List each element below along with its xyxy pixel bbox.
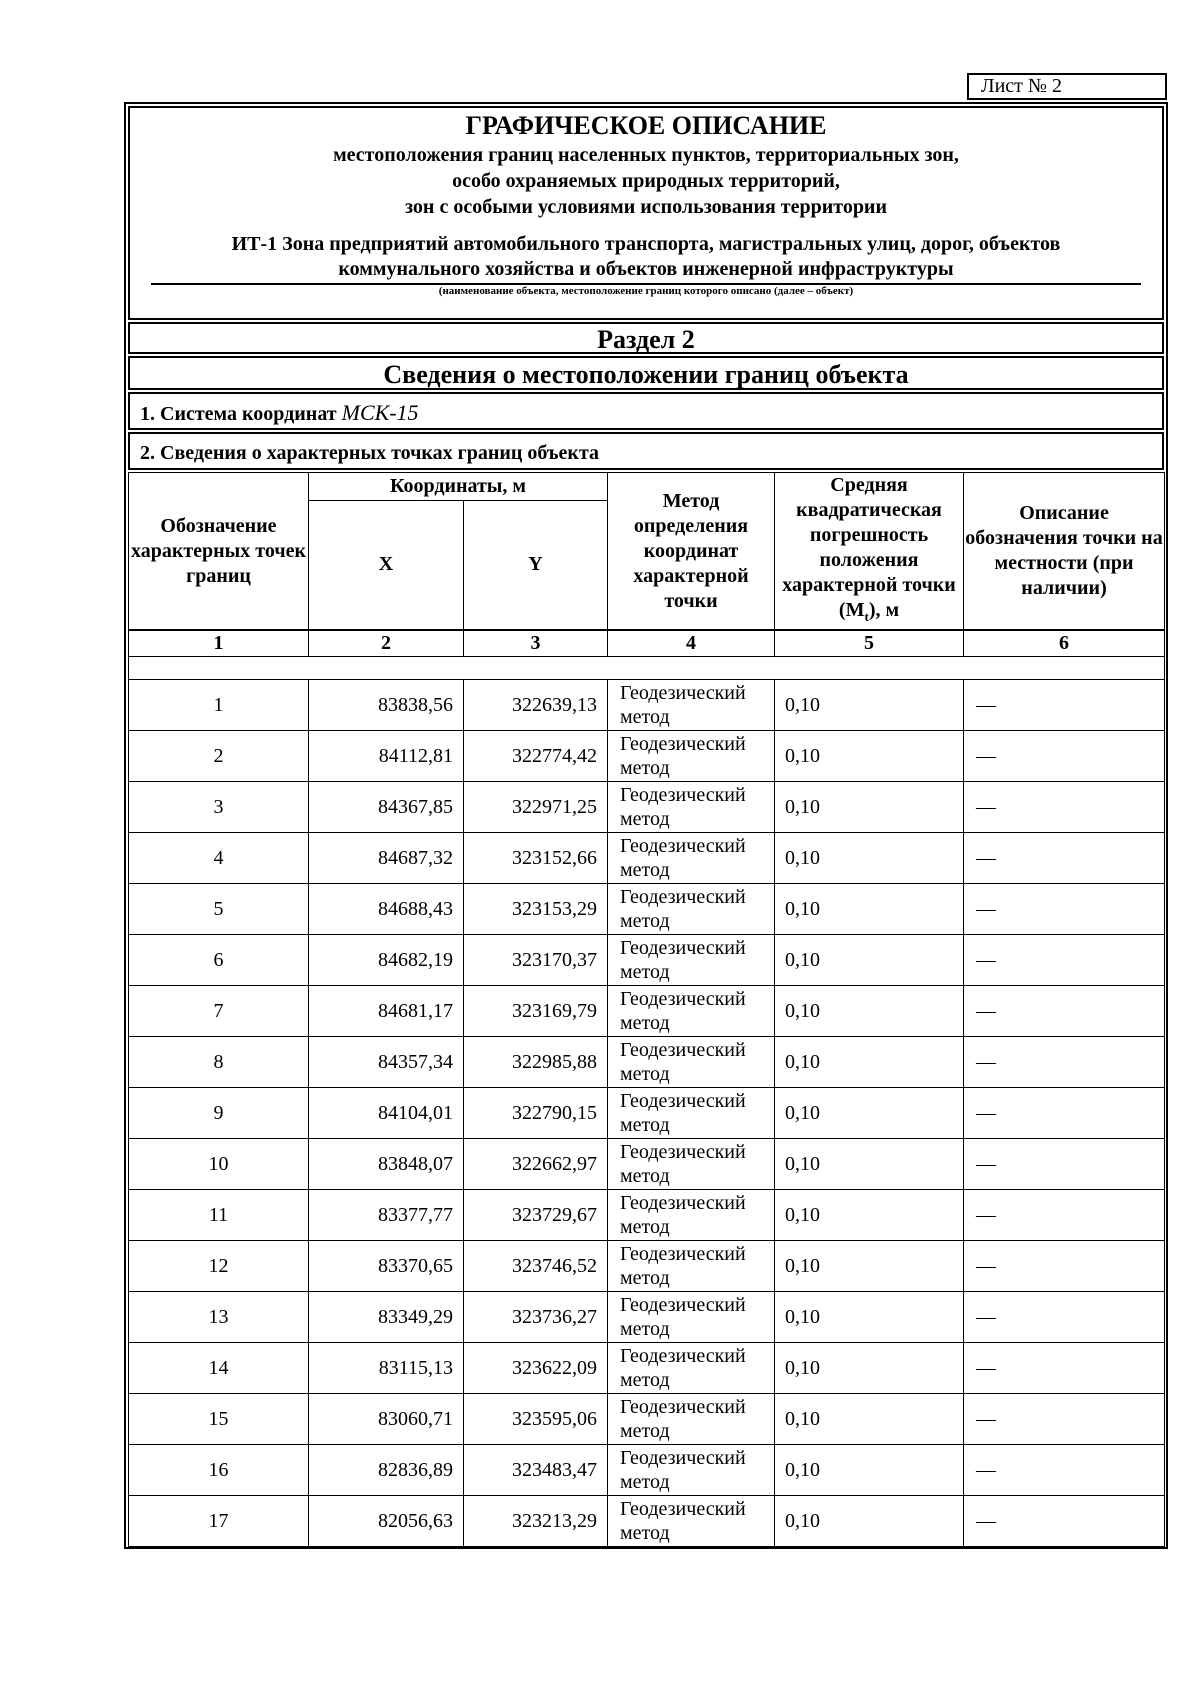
description-cell: [964, 833, 1165, 884]
object-name-line-2: коммунального хозяйства и объектов инженерной инфраструктуры: [338, 258, 954, 280]
point-number-cell: 4: [129, 833, 309, 884]
y-coordinate-cell: 323746,52: [464, 1241, 608, 1292]
y-coordinate-cell: 323152,66: [464, 833, 608, 884]
point-number-cell: 8: [129, 1037, 309, 1088]
column-number: 2: [309, 630, 464, 657]
y-coordinate-cell: 323213,29: [464, 1496, 608, 1547]
dash-mark: —: [976, 1356, 997, 1379]
boundary-points-table: [128, 472, 1165, 1547]
x-coordinate-cell: 84367,85: [309, 782, 464, 833]
description-cell: [964, 1088, 1165, 1139]
error-cell: 0,10: [775, 1037, 964, 1088]
description-cell: [964, 1241, 1165, 1292]
header-method: Метод определения координат характерной точки: [608, 473, 775, 631]
error-cell: 0,10: [775, 884, 964, 935]
y-coordinate-cell: 323153,29: [464, 884, 608, 935]
method-cell: Геодезический метод: [608, 1496, 775, 1547]
x-coordinate-cell: 82056,63: [309, 1496, 464, 1547]
description-cell: [964, 1190, 1165, 1241]
table-row: [129, 1292, 1165, 1343]
error-cell: 0,10: [775, 986, 964, 1037]
point-number-cell: 11: [129, 1190, 309, 1241]
y-coordinate-cell: 323595,06: [464, 1394, 608, 1445]
blank-cell: [129, 657, 1165, 680]
x-coordinate-cell: 84682,19: [309, 935, 464, 986]
x-coordinate-cell: 83370,65: [309, 1241, 464, 1292]
method-cell: Геодезический метод: [608, 782, 775, 833]
y-coordinate-cell: 322662,97: [464, 1139, 608, 1190]
coordinate-system-value: МСК-15: [341, 400, 419, 425]
column-numbers-row: [129, 630, 1165, 657]
dash-mark: —: [976, 1254, 997, 1277]
error-cell: 0,10: [775, 1088, 964, 1139]
method-cell: Геодезический метод: [608, 1190, 775, 1241]
y-coordinate-cell: 323483,47: [464, 1445, 608, 1496]
dash-mark: —: [976, 744, 997, 767]
dash-mark: —: [976, 1458, 997, 1481]
point-number-cell: 9: [129, 1088, 309, 1139]
point-number-cell: 2: [129, 731, 309, 782]
method-cell: Геодезический метод: [608, 1445, 775, 1496]
object-caption: (наименование объекта, местоположение границ которого описано (далее – объект): [438, 285, 854, 297]
x-coordinate-cell: 84357,34: [309, 1037, 464, 1088]
description-cell: [964, 1037, 1165, 1088]
table-row: [129, 884, 1165, 935]
method-cell: Геодезический метод: [608, 1343, 775, 1394]
header-y: Y: [464, 500, 608, 630]
column-number: 3: [464, 630, 608, 657]
dash-mark: —: [976, 846, 997, 869]
dash-mark: —: [976, 948, 997, 971]
section-number: Раздел 2: [128, 322, 1164, 354]
x-coordinate-cell: 84681,17: [309, 986, 464, 1037]
table-row: [129, 1496, 1165, 1547]
method-cell: Геодезический метод: [608, 1292, 775, 1343]
method-cell: Геодезический метод: [608, 1394, 775, 1445]
x-coordinate-cell: 84687,32: [309, 833, 464, 884]
header-coordinates: Координаты, м: [309, 473, 608, 501]
y-coordinate-cell: 322774,42: [464, 731, 608, 782]
x-coordinate-cell: 83060,71: [309, 1394, 464, 1445]
error-cell: 0,10: [775, 782, 964, 833]
title-subline-3: зон с особыми условиями использования территории: [405, 196, 887, 218]
sheet-number: Лист № 2: [967, 73, 1167, 100]
description-cell: [964, 1292, 1165, 1343]
dash-mark: —: [976, 795, 997, 818]
point-number-cell: 6: [129, 935, 309, 986]
table-row: [129, 1088, 1165, 1139]
description-cell: [964, 1496, 1165, 1547]
description-cell: [964, 1343, 1165, 1394]
header-description: Описание обозначения точки на местности (при наличии): [964, 473, 1165, 631]
method-cell: Геодезический метод: [608, 986, 775, 1037]
error-cell: 0,10: [775, 1496, 964, 1547]
table-row: [129, 731, 1165, 782]
header-error-suffix: ), м: [868, 599, 900, 621]
method-cell: Геодезический метод: [608, 1037, 775, 1088]
table-row: [129, 1343, 1165, 1394]
point-number-cell: 1: [129, 680, 309, 731]
document-frame: [124, 102, 1168, 1549]
point-number-cell: 10: [129, 1139, 309, 1190]
y-coordinate-cell: 323622,09: [464, 1343, 608, 1394]
title-subline-2: особо охраняемых природных территорий,: [452, 170, 840, 192]
x-coordinate-cell: 83115,13: [309, 1343, 464, 1394]
y-coordinate-cell: 323736,27: [464, 1292, 608, 1343]
error-cell: 0,10: [775, 731, 964, 782]
method-cell: Геодезический метод: [608, 1241, 775, 1292]
dash-mark: —: [976, 1407, 997, 1430]
x-coordinate-cell: 84112,81: [309, 731, 464, 782]
description-cell: [964, 935, 1165, 986]
point-number-cell: 5: [129, 884, 309, 935]
dash-mark: —: [976, 693, 997, 716]
y-coordinate-cell: 323170,37: [464, 935, 608, 986]
document-title: ГРАФИЧЕСКОЕ ОПИСАНИЕ: [465, 111, 827, 140]
table-row: [129, 782, 1165, 833]
y-coordinate-cell: 323169,79: [464, 986, 608, 1037]
description-cell: [964, 986, 1165, 1037]
error-cell: 0,10: [775, 1445, 964, 1496]
method-cell: Геодезический метод: [608, 680, 775, 731]
title-block: [128, 106, 1164, 320]
table-row: [129, 1445, 1165, 1496]
error-cell: 0,10: [775, 1241, 964, 1292]
column-number: 5: [775, 630, 964, 657]
method-cell: Геодезический метод: [608, 1088, 775, 1139]
x-coordinate-cell: 82836,89: [309, 1445, 464, 1496]
error-cell: 0,10: [775, 833, 964, 884]
method-cell: Геодезический метод: [608, 884, 775, 935]
coordinate-system-label: 1. Система координат: [140, 403, 337, 425]
point-number-cell: 3: [129, 782, 309, 833]
description-cell: [964, 680, 1165, 731]
point-number-cell: 12: [129, 1241, 309, 1292]
method-cell: Геодезический метод: [608, 1139, 775, 1190]
dash-mark: —: [976, 1050, 997, 1073]
dash-mark: —: [976, 1101, 997, 1124]
point-number-cell: 7: [129, 986, 309, 1037]
dash-mark: —: [976, 1203, 997, 1226]
table-row: [129, 833, 1165, 884]
header-designation: Обозначение характерных точек границ: [129, 473, 309, 631]
section-name: Сведения о местоположении границ объекта: [128, 356, 1164, 390]
x-coordinate-cell: 84688,43: [309, 884, 464, 935]
error-cell: 0,10: [775, 1292, 964, 1343]
table-row: [129, 1037, 1165, 1088]
table-row: [129, 1394, 1165, 1445]
point-number-cell: 16: [129, 1445, 309, 1496]
points-heading: 2. Сведения о характерных точках границ объекта: [128, 432, 1164, 470]
table-row: [129, 680, 1165, 731]
y-coordinate-cell: 322971,25: [464, 782, 608, 833]
point-number-cell: 15: [129, 1394, 309, 1445]
object-name-line-1: ИТ-1 Зона предприятий автомобильного транспорта, магистральных улиц, дорог, объектов: [231, 233, 1061, 255]
y-coordinate-cell: 322639,13: [464, 680, 608, 731]
header-error-prefix: Средняя квадратическая погрешность положения характерной точки (M: [782, 474, 956, 621]
point-number-cell: 14: [129, 1343, 309, 1394]
error-cell: 0,10: [775, 1190, 964, 1241]
table-row: [129, 1190, 1165, 1241]
x-coordinate-cell: 83838,56: [309, 680, 464, 731]
description-cell: [964, 1445, 1165, 1496]
dash-mark: —: [976, 1509, 997, 1532]
y-coordinate-cell: 322790,15: [464, 1088, 608, 1139]
coordinate-system-row: [128, 392, 1164, 430]
column-number: 6: [964, 630, 1165, 657]
x-coordinate-cell: 83377,77: [309, 1190, 464, 1241]
description-cell: [964, 1139, 1165, 1190]
table-row: [129, 986, 1165, 1037]
dash-mark: —: [976, 897, 997, 920]
error-cell: 0,10: [775, 1394, 964, 1445]
dash-mark: —: [976, 999, 997, 1022]
dash-mark: —: [976, 1152, 997, 1175]
dash-mark: —: [976, 1305, 997, 1328]
column-number: 1: [129, 630, 309, 657]
x-coordinate-cell: 84104,01: [309, 1088, 464, 1139]
y-coordinate-cell: 323729,67: [464, 1190, 608, 1241]
point-number-cell: 13: [129, 1292, 309, 1343]
column-number: 4: [608, 630, 775, 657]
y-coordinate-cell: 322985,88: [464, 1037, 608, 1088]
header-error: [775, 473, 964, 631]
method-cell: Геодезический метод: [608, 935, 775, 986]
header-x: X: [309, 500, 464, 630]
description-cell: [964, 884, 1165, 935]
point-number-cell: 17: [129, 1496, 309, 1547]
error-cell: 0,10: [775, 1343, 964, 1394]
error-cell: 0,10: [775, 680, 964, 731]
table-row: [129, 935, 1165, 986]
description-cell: [964, 1394, 1165, 1445]
table-row: [129, 1139, 1165, 1190]
error-cell: 0,10: [775, 1139, 964, 1190]
description-cell: [964, 782, 1165, 833]
description-cell: [964, 731, 1165, 782]
x-coordinate-cell: 83848,07: [309, 1139, 464, 1190]
x-coordinate-cell: 83349,29: [309, 1292, 464, 1343]
header-error-subscript: t: [864, 609, 869, 624]
title-subline-1: местоположения границ населенных пунктов, территориальных зон,: [333, 144, 959, 166]
method-cell: Геодезический метод: [608, 833, 775, 884]
method-cell: Геодезический метод: [608, 731, 775, 782]
error-cell: 0,10: [775, 935, 964, 986]
table-row: [129, 1241, 1165, 1292]
blank-row: [129, 657, 1165, 680]
